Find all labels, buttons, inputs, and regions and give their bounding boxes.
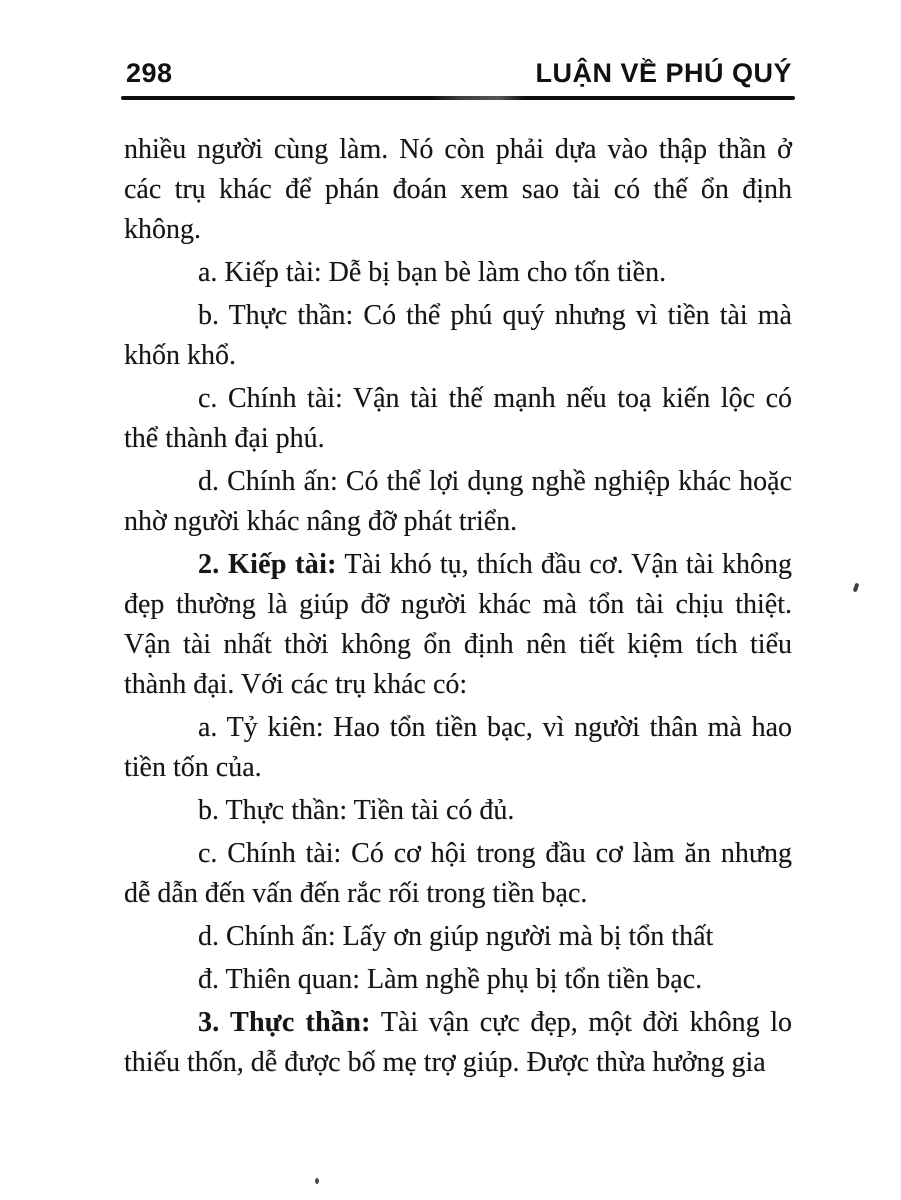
scan-artifact-speck [853, 583, 860, 593]
running-header [126, 58, 792, 89]
list-item-paragraph: a. Kiếp tài: Dễ bị bạn bè làm cho tốn tiền. [198, 257, 667, 288]
list-item-paragraph: b. Thực thần: Tiền tài có đủ. [198, 795, 515, 826]
scan-artifact-speck [315, 1178, 319, 1184]
list-item-paragraph: d. Chính ấn: Có thể lợi dụng nghề nghiệp khác hoặc nhờ người khác nâng đỡ phát triển. [124, 466, 792, 537]
numbered-paragraph: 2. Kiếp tài: Tài khó tụ, thích đầu cơ. Vận tài không đẹp thường là giúp đỡ người khác mà tổn tài chịu thiệt. Vận tài nhất thời không ổn định nên tiết kiệm tích tiểu thành đại. Với các trụ khác có: [124, 549, 792, 700]
list-item-paragraph: d. Chính ấn: Lấy ơn giúp người mà bị tổn thất [198, 921, 714, 952]
body-paragraph: nhiều người cùng làm. Nó còn phải dựa vào thập thần ở các trụ khác để phán đoán xem sao tài có thế ổn định không. [124, 134, 792, 245]
page-body [124, 130, 792, 1086]
page-number: 298 [126, 58, 173, 88]
list-item-paragraph: đ. Thiên quan: Làm nghề phụ bị tổn tiền bạc. [198, 964, 703, 995]
paragraph-lead-bold: 3. Thực thần: [198, 1007, 371, 1038]
list-item-paragraph: b. Thực thần: Có thể phú quý nhưng vì tiền tài mà khốn khổ. [124, 300, 792, 371]
list-item-paragraph: a. Tỷ kiên: Hao tổn tiền bạc, vì người thân mà hao tiền tốn của. [124, 712, 792, 783]
list-item-paragraph: c. Chính tài: Có cơ hội trong đầu cơ làm ăn nhưng dễ dẫn đến vấn đến rắc rối trong tiền bạc. [124, 838, 792, 909]
paragraph-lead-bold: 2. Kiếp tài: [198, 549, 337, 580]
numbered-paragraph: 3. Thực thần: Tài vận cực đẹp, một đời không lo thiếu thốn, dễ được bố mẹ trợ giúp. Được thừa hưởng gia [124, 1007, 792, 1078]
list-item-paragraph: c. Chính tài: Vận tài thế mạnh nếu toạ kiến lộc có thể thành đại phú. [124, 383, 792, 454]
running-title: LUẬN VỀ PHÚ QUÝ [535, 58, 792, 88]
header-divider-rule [121, 96, 795, 100]
